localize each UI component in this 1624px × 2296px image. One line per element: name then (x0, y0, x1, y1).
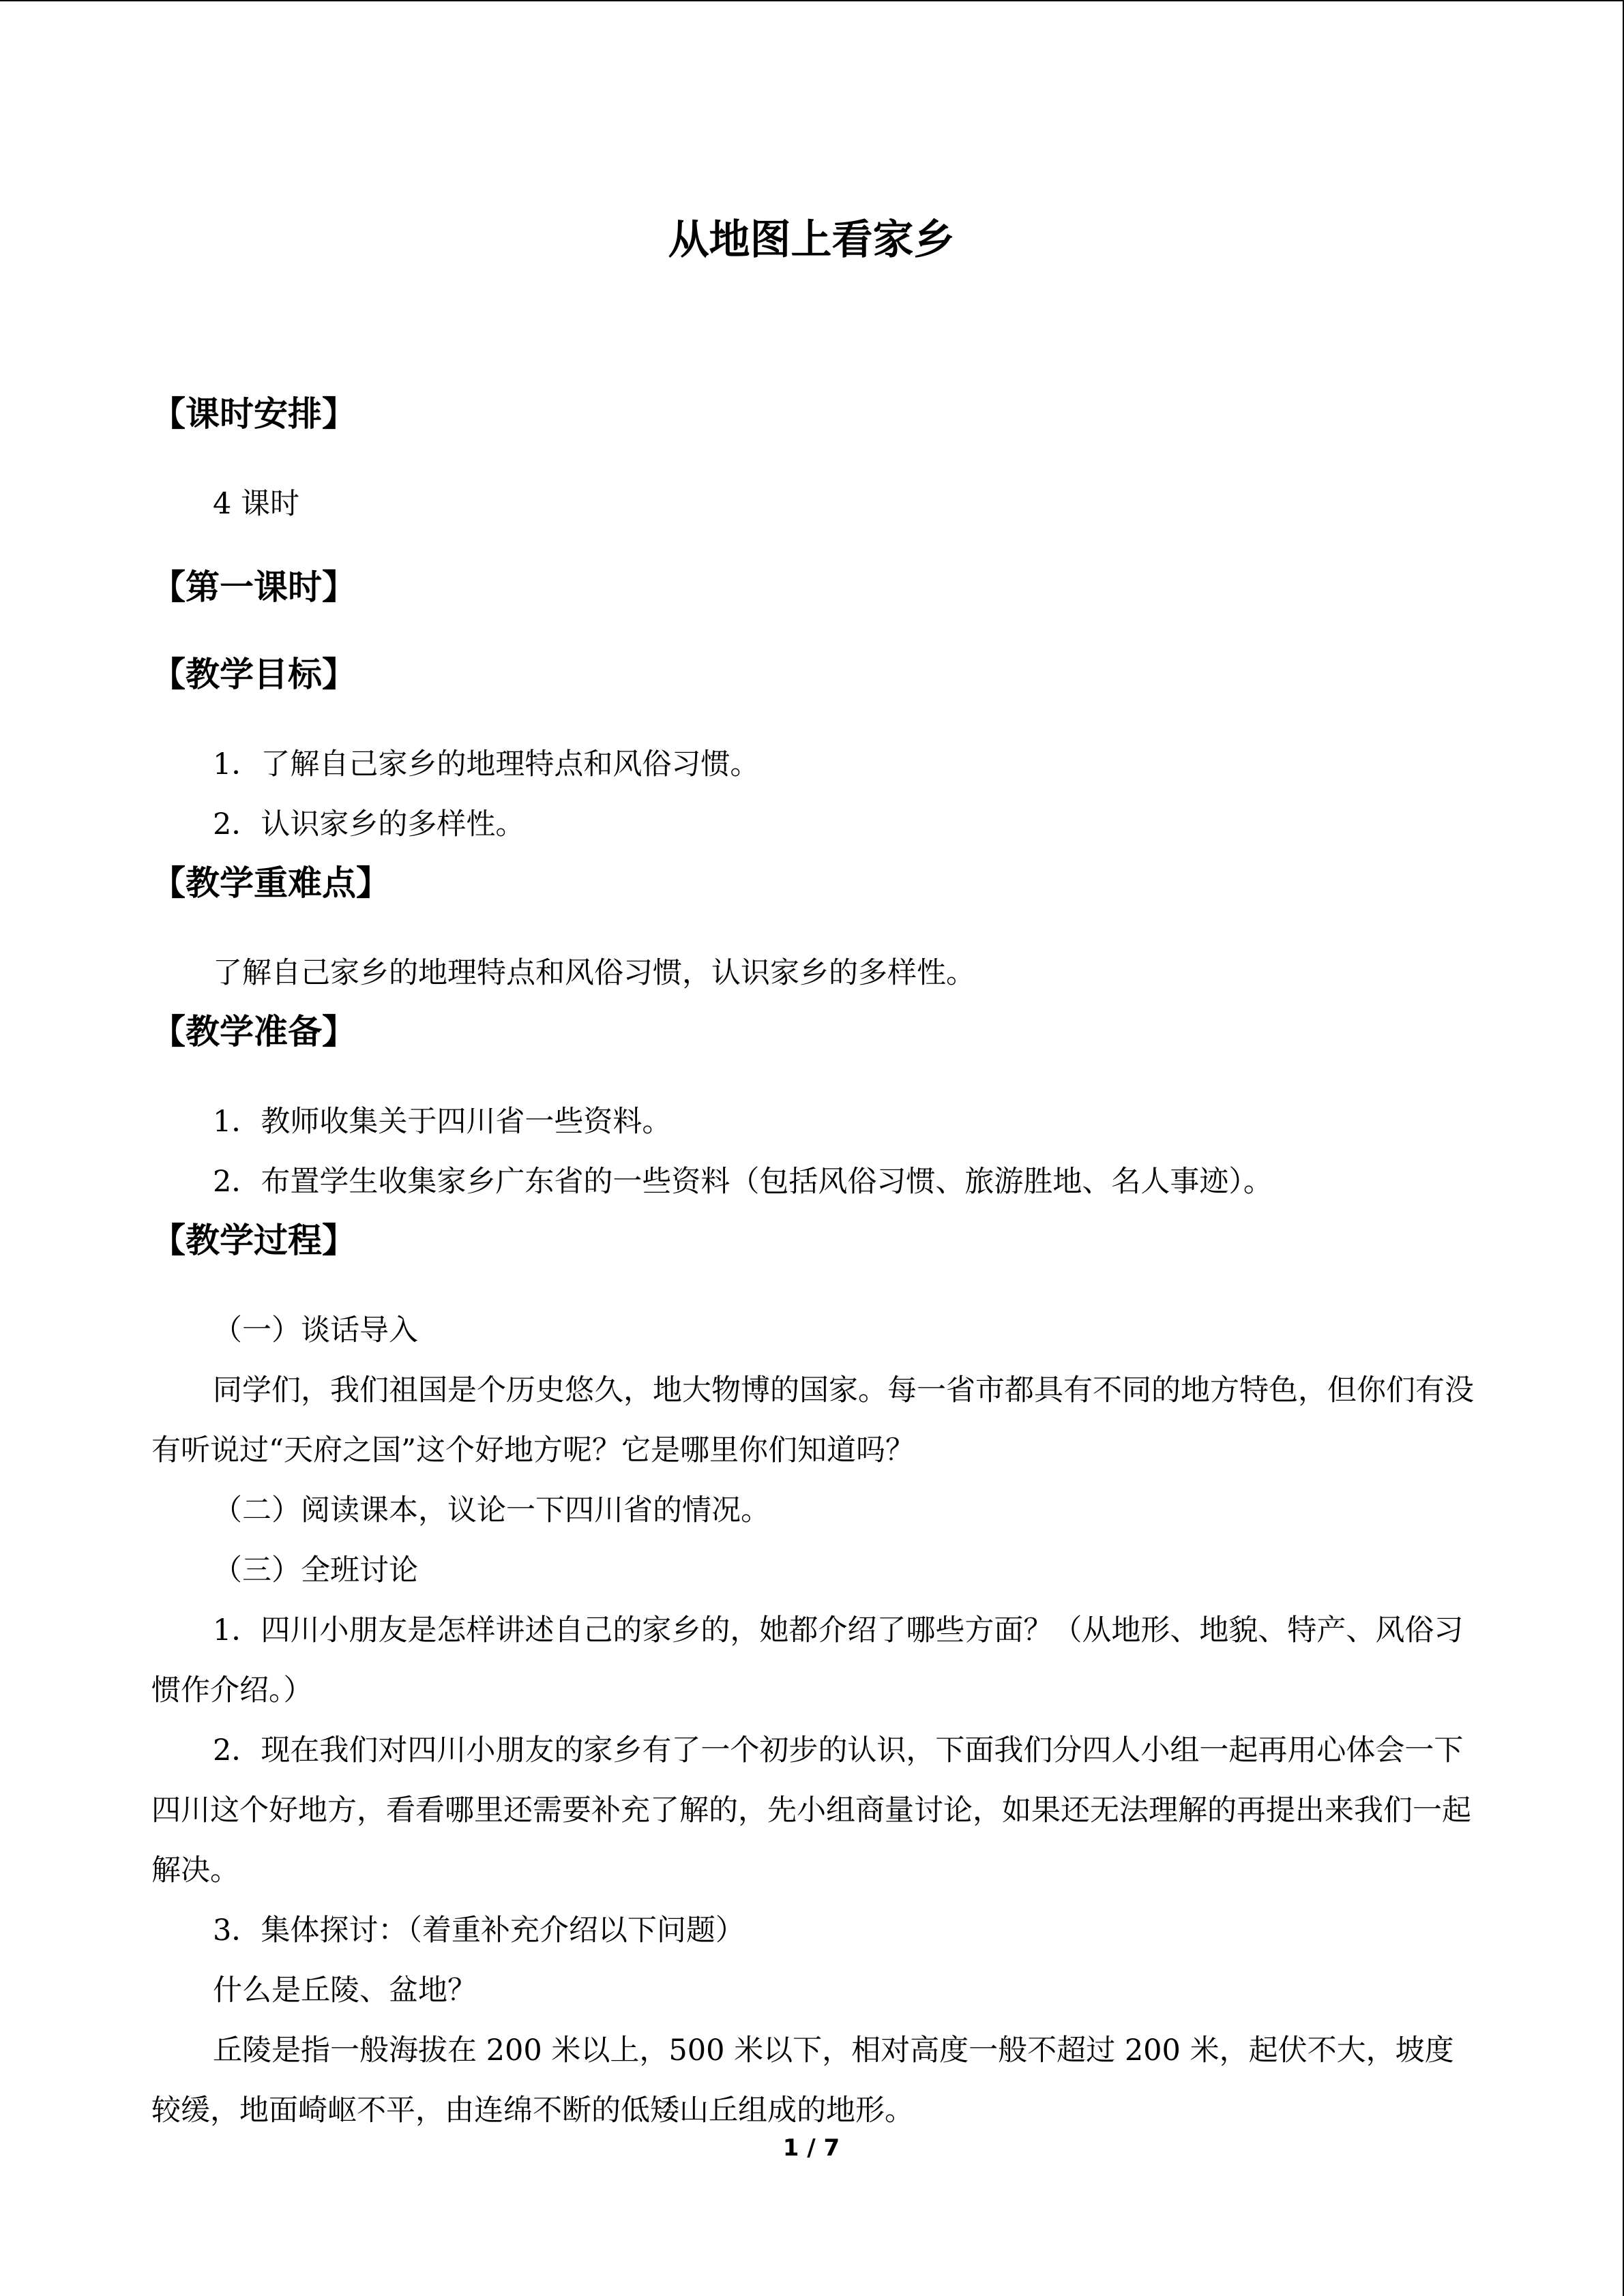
paragraph: 2．现在我们对四川小朋友的家乡有了一个初步的认识，下面我们分四人小组一起再用心体会一下四川这个好地方，看看哪里还需要补充了解的，先小组商量讨论，如果还无法理解的再提出来我们一起解决。 (151, 1733, 1471, 1888)
paragraph: 了解自己家乡的地理特点和风俗习惯，认识家乡的多样性。 (213, 956, 975, 990)
section-heading-first-lesson: 【第一课时】 (151, 567, 356, 607)
paragraph: 1．了解自己家乡的地理特点和风俗习惯。 (213, 747, 760, 781)
paragraph: 3．集体探讨：（着重补充介绍以下问题） (213, 1913, 745, 1948)
paragraph: 同学们，我们祖国是个历史悠久，地大物博的国家。每一省市都具有不同的地方特色，但你们有没有听说过“天府之国”这个好地方呢？它是哪里你们知道吗？ (151, 1373, 1474, 1467)
section-heading-key-points: 【教学重难点】 (151, 863, 390, 903)
section-heading-preparation: 【教学准备】 (151, 1012, 356, 1052)
paragraph: 4 课时 (213, 487, 300, 521)
document-title: 从地图上看家乡 (668, 216, 955, 264)
paragraph: 2．布置学生收集家乡广东省的一些资料（包括风俗习惯、旅游胜地、名人事迹）。 (213, 1165, 1273, 1199)
document-body (151, 385, 1475, 2141)
page-number: 1 / 7 (782, 2134, 840, 2162)
section-heading-objectives: 【教学目标】 (151, 655, 356, 694)
paragraph: （三）全班讨论 (213, 1553, 418, 1587)
paragraph: 丘陵是指一般海拔在 200 米以上，500 米以下，相对高度一般不超过 200 米，起伏不大，坡度较缓，地面崎岖不平，由连绵不断的低矮山丘组成的地形。 (151, 2033, 1454, 2128)
paragraph: 什么是丘陵、盆地？ (213, 1973, 477, 2008)
paragraph: （一）谈话导入 (213, 1313, 418, 1347)
paragraph: 1．四川小朋友是怎样讲述自己的家乡的，她都介绍了哪些方面？（从地形、地貌、特产、风俗习惯作介绍。） (151, 1613, 1464, 1708)
section-heading-process: 【教学过程】 (151, 1221, 356, 1260)
paragraph: （二）阅读课本，议论一下四川省的情况。 (213, 1493, 770, 1527)
paragraph: 1．教师收集关于四川省一些资料。 (213, 1105, 672, 1139)
section-heading-schedule: 【课时安排】 (151, 394, 356, 434)
paragraph: 2．认识家乡的多样性。 (213, 807, 525, 841)
